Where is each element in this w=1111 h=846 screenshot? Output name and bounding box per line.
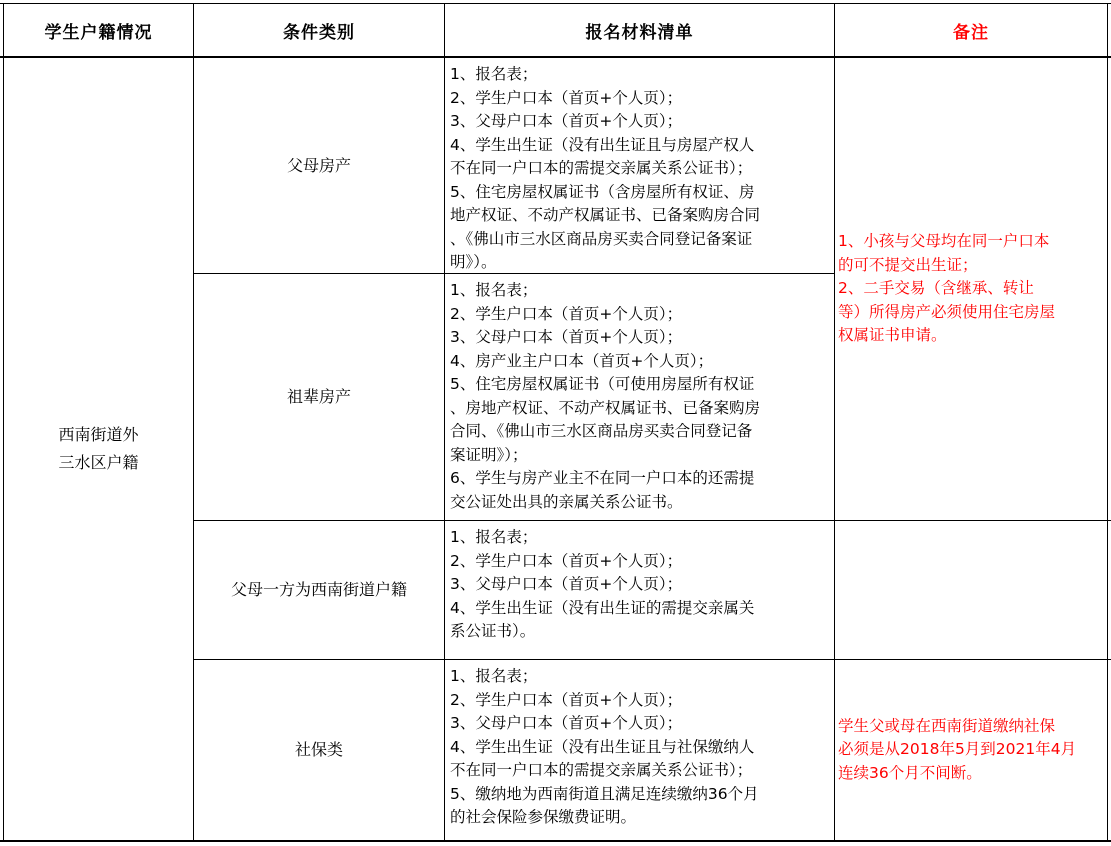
category-cell: 社保类: [294, 740, 343, 759]
materials-cell: 1、报名表； 2、学生户口本（首页+个人页）； 3、父母户口本（首页+个人页）； 4、学生出生证（没有出生证的需提交亲属关 系公证书）。: [450, 528, 755, 640]
remark-property-cell: 1、小孩与父母均在同一户口本 的可不提交出生证； 2、二手交易（含继承、转让 等）所得房产必须使用住宅房屋 权属证书申请。: [838, 232, 1056, 345]
household-status-cell: 西南街道外 三水区户籍: [58, 425, 139, 472]
remark-social-security-cell: 学生父或母在西南街道缴纳社保 必须是从2018年5月到2021年4月 连续36个月不间断。: [838, 716, 1077, 782]
header-condition-category: 条件类别: [283, 22, 355, 43]
materials-cell: 1、报名表； 2、学生户口本（首页+个人页）； 3、父母户口本（首页+个人页）； 4、学生出生证（没有出生证且与房屋产权人 不在同一户口本的需提交亲属关系公证书）； 5、住宅房屋权属证书（含房屋所有权证、房 地产权证、不动产权属证书、已备案购房合同 、《佛山市三水区商品房买卖合同登记备案证 明》）。: [450, 65, 761, 271]
header-household-status: 学生户籍情况: [44, 22, 153, 43]
category-cell: 祖辈房产: [286, 387, 351, 406]
materials-cell: 1、报名表； 2、学生户口本（首页+个人页）； 3、父母户口本（首页+个人页）； 4、学生出生证（没有出生证且与社保缴纳人 不在同一户口本的需提交亲属关系公证书）； 5、缴纳地为西南街道且满足连续缴纳36个月 的社会保险参保缴费证明。: [450, 667, 759, 826]
category-cell: 父母房产: [286, 155, 351, 175]
materials-cell: 1、报名表； 2、学生户口本（首页+个人页）； 3、父母户口本（首页+个人页）； 4、房产业主户口本（首页+个人页）； 5、住宅房屋权属证书（可使用房屋所有权证 、房地产权证、不动产权属证书、已备案购房 合同、《佛山市三水区商品房买卖合同登记备 案证明》）； 6、学生与房产业主不在同一户口本的还需提 交公证处出具的亲属关系公证书。: [450, 281, 761, 511]
remark-empty-cell: [835, 521, 1107, 659]
header-remarks: 备注: [953, 22, 989, 43]
header-materials-list: 报名材料清单: [585, 22, 694, 43]
category-cell: 父母一方为西南街道户籍: [230, 580, 407, 599]
